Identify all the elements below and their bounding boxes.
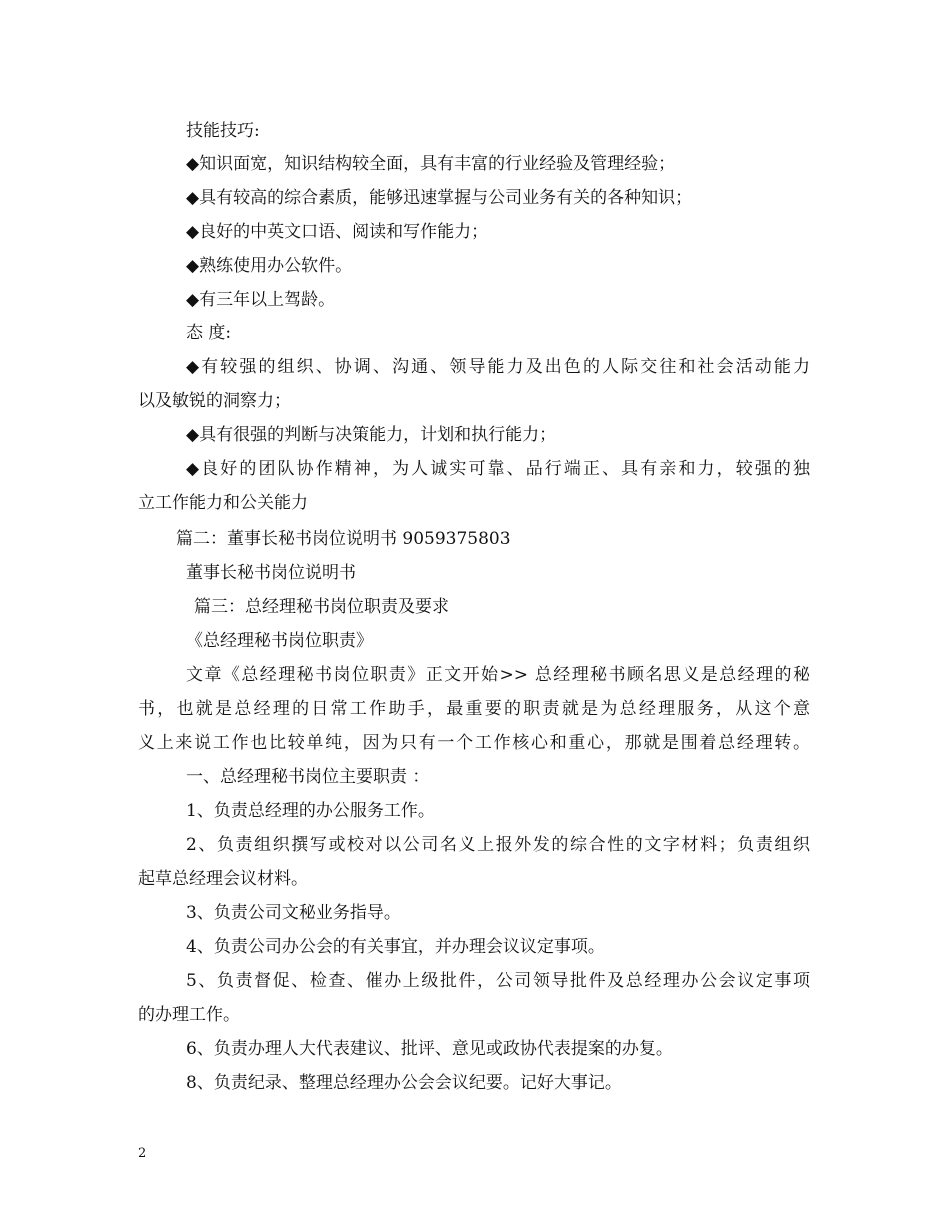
bullet-line: ◆良好的中英文口语、阅读和写作能力； (186, 222, 489, 242)
document-title: 董事长秘书岗位说明书 (186, 563, 356, 583)
section-heading-duties: 一、总经理秘书岗位主要职责 ： (186, 767, 430, 787)
numbered-item: 5、负责督促、检查、催办上级批件，公司领导批件及总经理办公会议定事项 (186, 971, 810, 991)
article-heading-part-two: 篇二：董事长秘书岗位说明书 9059375803 (176, 529, 511, 549)
numbered-item: 6、负责办理人大代表建议、批评、意见或政协代表提案的办复。 (186, 1039, 673, 1059)
continuation-line: 起草总经理会议材料。 (138, 869, 308, 889)
document-title: 《总经理秘书岗位职责》 (186, 631, 373, 651)
continuation-line: 以及敏锐的洞察力； (138, 391, 291, 411)
bullet-line: ◆具有较高的综合素质，能够迅速掌握与公司业务有关的各种知识； (186, 188, 693, 208)
bullet-line: ◆熟练使用办公软件。 (186, 256, 353, 276)
numbered-item: 2、负责组织撰写或校对以公司名义上报外发的综合性的文字材料；负责组织 (186, 835, 810, 855)
bullet-line: ◆良好的团队协作精神，为人诚实可靠、品行端正、具有亲和力，较强的独 (186, 459, 810, 479)
bullet-line: ◆具有很强的判断与决策能力，计划和执行能力； (186, 425, 557, 445)
continuation-line: 立工作能力和公关能力 (138, 493, 308, 513)
section-heading-skills: 技能技巧: (186, 121, 260, 141)
paragraph-line: 书，也就是总经理的日常工作助手，最重要的职责就是为总经理服务，从这个意 (138, 699, 810, 719)
page-number: 2 (138, 1146, 147, 1161)
numbered-item: 1、负责总经理的办公服务工作。 (186, 801, 435, 821)
section-heading-attitude: 态 度: (186, 323, 232, 343)
continuation-line: 的办理工作。 (138, 1005, 240, 1025)
article-heading-part-three: 篇三：总经理秘书岗位职责及要求 (194, 597, 449, 617)
paragraph-line: 义上来说工作也比较单纯，因为只有一个工作核心和重心，那就是围着总经理转。 (138, 733, 810, 753)
bullet-line: ◆知识面宽，知识结构较全面，具有丰富的行业经验及管理经验； (186, 154, 676, 174)
numbered-item: 8、负责纪录、整理总经理办公会会议纪要。记好大事记。 (186, 1073, 622, 1093)
paragraph-line: 文章《总经理秘书岗位职责》正文开始>> 总经理秘书顾名思义是总经理的秘 (186, 665, 810, 685)
numbered-item: 3、负责公司文秘业务指导。 (186, 903, 401, 923)
numbered-item: 4、负责公司办公会的有关事宜，并办理会议议定事项。 (186, 937, 605, 957)
bullet-line: ◆有较强的组织、协调、沟通、领导能力及出色的人际交往和社会活动能力 (186, 357, 810, 377)
bullet-line: ◆有三年以上驾龄。 (186, 290, 336, 310)
